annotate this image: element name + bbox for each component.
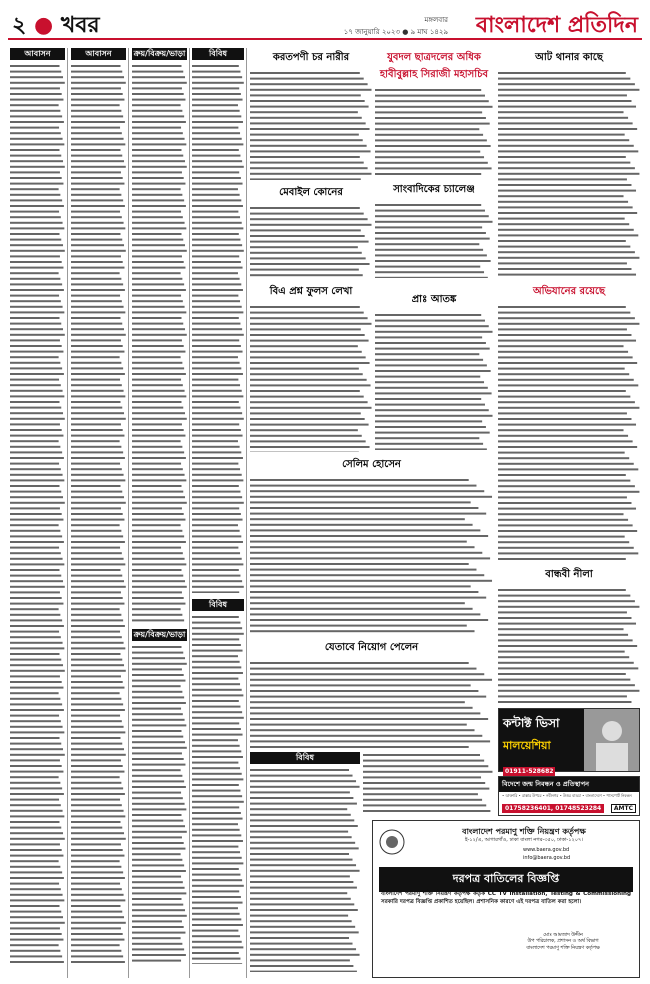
visa-ad — [498, 708, 640, 775]
visa-ad-phone: 01911-528682 — [505, 768, 554, 775]
tender-cancel-notice — [372, 820, 640, 978]
agency-address: ই-১২/এ, আগারগাঁও, ঢাকা বাংলা নগর-৩৫০, ঢাকা-১২০৭। — [465, 837, 583, 843]
agency-title: বাংলাদেশ পরমাণু শক্তি নিয়ন্ত্রণ কর্তৃপক্ষ — [462, 826, 586, 836]
column-head: ক্রয়/বিক্রয়/ভাড়া — [133, 49, 186, 58]
page-number: ২ ● খবর — [12, 12, 100, 38]
govt-logo — [379, 829, 405, 855]
text-texture — [71, 63, 126, 963]
classified-column-4 — [192, 48, 244, 978]
text-texture — [250, 70, 372, 180]
column-head: বিবিধ — [192, 48, 244, 60]
text-texture — [250, 205, 372, 278]
text-texture — [375, 87, 493, 177]
article-body — [250, 660, 493, 748]
classified-column-2 — [71, 48, 126, 978]
classified-list — [192, 614, 244, 966]
classified-list — [10, 63, 65, 965]
article-body — [375, 87, 493, 180]
article-body — [250, 477, 493, 635]
article-body — [250, 304, 372, 452]
text-texture — [375, 312, 493, 450]
page-header — [8, 6, 642, 40]
agency-email[interactable]: info@baera.gov.bd — [523, 855, 571, 861]
article-body — [375, 202, 493, 278]
text-texture — [10, 63, 65, 963]
text-texture — [192, 63, 244, 593]
text-texture — [250, 660, 493, 748]
article-body — [375, 312, 493, 450]
classified-list — [71, 63, 126, 965]
article-title: বান্ধবী নীলা — [545, 569, 593, 580]
classified-list — [192, 63, 244, 595]
visa-ad-country: মালয়েশিয়া — [503, 739, 551, 752]
news-column-c — [498, 48, 640, 278]
masthead-logo: বাংলাদেশ প্রতিদিন — [475, 12, 638, 38]
column-head: বিবিধ — [250, 752, 360, 764]
article-title: সেলিম হোসেন — [342, 459, 401, 470]
birth-ad-title: বিদেশে জন্ম নিবন্ধন ও প্রতিস্থাপন — [499, 777, 639, 792]
misc-classified-block — [250, 752, 360, 977]
article-body — [498, 70, 640, 278]
column-head: বিবিধ — [192, 599, 244, 611]
article-title: মেবাইল কোনের — [279, 186, 343, 198]
text-texture — [132, 63, 187, 623]
classified-list — [132, 63, 187, 625]
news-column-d — [250, 282, 372, 452]
article-title: প্রাঃ আতঙ্ক — [411, 294, 457, 305]
classified-list — [363, 752, 493, 814]
column-head: আবাসন — [71, 48, 126, 60]
column-head: ক্রয়/বিক্রয়/ভাড়া — [133, 629, 186, 639]
notice-body: বাংলাদেশ পরমাণু শক্তি নিয়ন্ত্রণ কর্তৃপক্ষ কর্তৃক CC TV Installation, Testing & Commissioning সরকারি দরপত্র বিজ্ঞপ্তি প্রকাশিত হয়েছিল। প্রশাসনিক কারণে এই দরপত্র বাতিল করা হলো। — [381, 891, 631, 905]
news-column-a — [250, 48, 372, 278]
text-texture — [498, 304, 640, 562]
article-body — [498, 587, 640, 705]
article-title: যেতাবে নিয়োগ পেলেন — [324, 642, 419, 653]
classified-column-1 — [10, 48, 65, 978]
date-line: মঙ্গলবার ১৭ জানুয়ারি ২০২৩ ● ৯ মাঘ ১৪২৯ — [343, 16, 448, 36]
article-body — [250, 205, 372, 278]
classified-list — [250, 767, 360, 974]
news-column-e — [498, 282, 640, 562]
birth-ad-brand: AMTC — [611, 804, 636, 813]
article-body — [250, 70, 372, 183]
article-body — [498, 304, 640, 562]
notice-title: দরপত্র বাতিলের বিজ্ঞপ্তি — [379, 867, 633, 892]
visa-ad-title: কন্টাক্ট ভিসা — [503, 716, 560, 730]
news-column-i — [250, 638, 493, 748]
text-texture — [498, 587, 640, 705]
news-column-g — [375, 290, 493, 450]
article-title: বিএ প্রশ্ন ফুলস লেখা — [269, 286, 353, 297]
text-texture — [375, 202, 493, 278]
agency-website[interactable]: www.baera.gov.bd — [523, 847, 570, 853]
article-title: সাংবাদিকের চ্যালেঞ্জ — [393, 183, 475, 195]
news-column-b — [375, 48, 493, 278]
article-title: করতপণী চর নারীর — [272, 52, 350, 63]
text-texture — [132, 644, 187, 964]
article-title: আট থানার কাছে — [535, 52, 603, 63]
classified-list — [132, 644, 187, 966]
text-texture — [250, 304, 372, 452]
column-head: আবাসন — [10, 48, 65, 60]
text-texture — [498, 70, 640, 278]
news-column-f — [250, 455, 493, 635]
classified-column-3 — [132, 48, 187, 978]
notice-signature: মোঃ আমজাদ উদ্দীন উপ পরিচালক, প্রশাসন ও অর্থ বিভাগ বাংলাদেশ পরমাণু শক্তি নিয়ন্ত্রণ কর্তৃপক্ষ — [526, 933, 600, 951]
birth-ad-body: • ডাক্তারি • রাস্তার উপরে • নবীনগর • উত্তর বাড্ডা • বাংলাদেশে • পাসপোর্ট নিবন্ধন — [502, 793, 632, 798]
birth-registration-ad — [498, 776, 640, 816]
visa-ad-photo — [584, 709, 639, 771]
news-column-h — [498, 565, 640, 705]
birth-ad-phone: 01758236401, 01748523284 — [502, 804, 604, 813]
article-title: যুবদল ছাত্রদলের অধিক হাবীবুল্লাহ সিরাজী মহাসচিব — [379, 52, 489, 80]
text-texture — [250, 767, 360, 972]
text-texture — [250, 477, 493, 635]
article-title: অভিযানের রয়েছে — [532, 286, 606, 297]
text-texture — [192, 614, 244, 964]
text-texture — [363, 752, 493, 812]
